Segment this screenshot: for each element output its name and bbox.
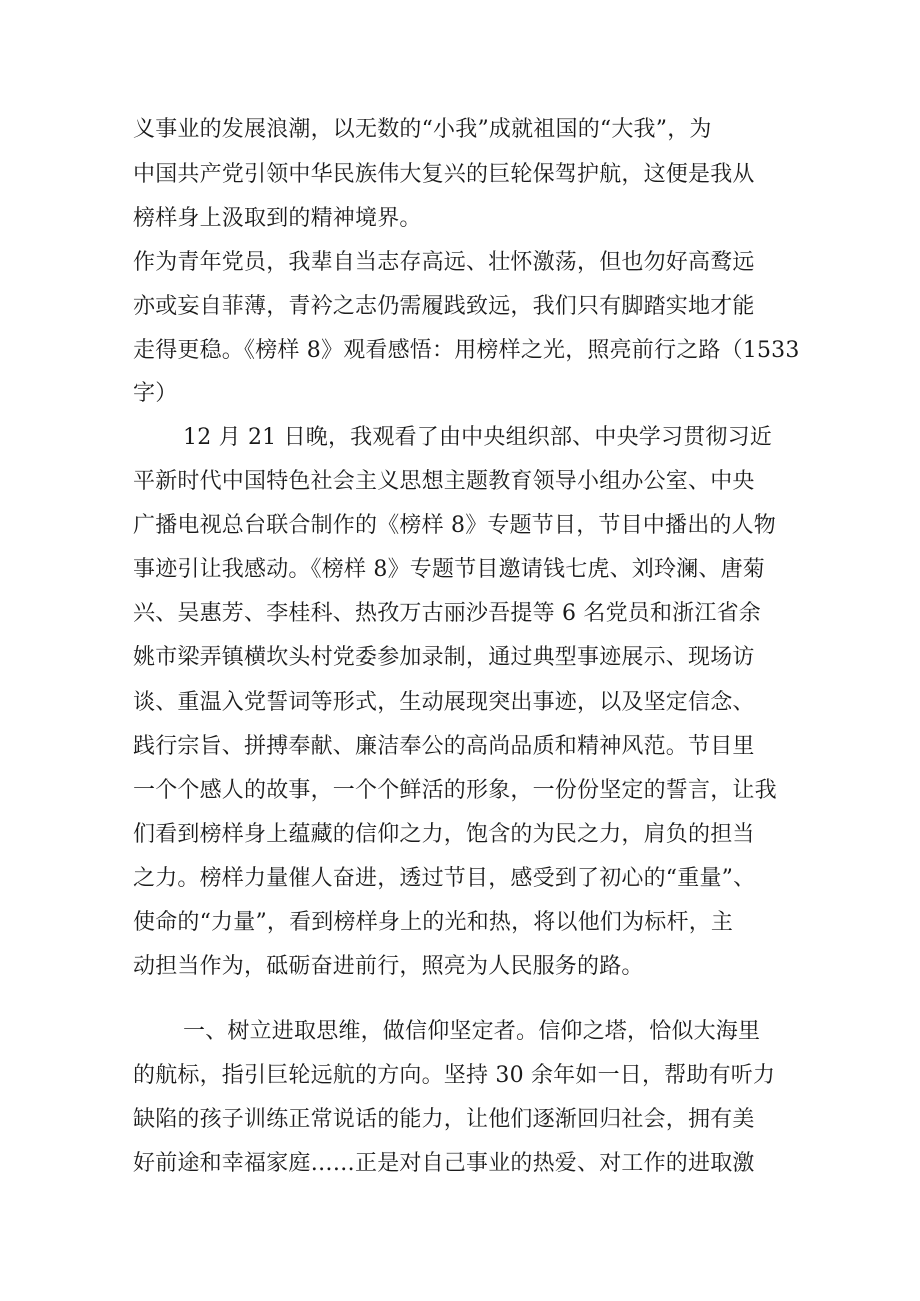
text-line: 亦或妄自菲薄，青衿之志仍需履践致远，我们只有脚踏实地才能 [133, 294, 755, 319]
text-line: 字） [133, 381, 178, 406]
text-line: 平新时代中国特色社会主义思想主题教育领导小组办公室、中央 [133, 469, 755, 494]
paragraph-start-line: 12 月 21 日晚，我观看了由中央组织部、中央学习贯彻习近 [183, 425, 772, 450]
text-line: 缺陷的孩子训练正常说话的能力，让他们逐渐回归社会，拥有美 [133, 1107, 755, 1132]
text-line: 义事业的发展浪潮，以无数的“小我”成就祖国的“大我”，为 [133, 117, 712, 142]
paragraph-start-line: 一、树立进取思维，做信仰坚定者。信仰之塔，恰似大海里 [183, 1019, 761, 1044]
text-line: 们看到榜样身上蕴藏的信仰之力，饱含的为民之力，肩负的担当 [133, 822, 755, 847]
text-line: 中国共产党引领中华民族伟大复兴的巨轮保驾护航，这便是我从 [133, 162, 755, 187]
text-line: 好前途和幸福家庭……正是对自己事业的热爱、对工作的进取激 [133, 1151, 755, 1176]
text-line: 一个个感人的故事，一个个鲜活的形象，一份份坚定的誓言，让我 [133, 778, 777, 803]
text-line: 使命的“力量”，看到榜样身上的光和热，将以他们为标杆，主 [133, 910, 734, 935]
text-line: 广播电视总台联合制作的《榜样 8》专题节目，节目中播出的人物 [133, 513, 776, 538]
text-line: 榜样身上汲取到的精神境界。 [133, 206, 422, 231]
text-line: 姚市梁弄镇横坎头村党委参加录制，通过典型事迹展示、现场访 [133, 645, 755, 670]
text-line: 事迹引让我感动。《榜样 8》专题节目邀请钱七虎、刘玲澜、唐菊 [133, 557, 765, 582]
text-line: 兴、吴惠芳、李桂科、热孜万古丽沙吾提等 6 名党员和浙江省余 [133, 601, 761, 626]
text-line: 谈、重温入党誓词等形式，生动展现突出事迹，以及坚定信念、 [133, 690, 755, 715]
text-line: 的航标，指引巨轮远航的方向。坚持 30 余年如一日，帮助有听力 [133, 1063, 776, 1088]
text-line: 走得更稳。《榜样 8》观看感悟：用榜样之光，照亮前行之路（1533 [133, 338, 800, 363]
text-line: 践行宗旨、拼搏奉献、廉洁奉公的高尚品质和精神风范。节目里 [133, 734, 755, 759]
text-line: 之力。榜样力量催人奋进，透过节目，感受到了初心的“重量”、 [133, 866, 756, 891]
text-line: 动担当作为，砥砺奋进前行，照亮为人民服务的路。 [133, 954, 644, 979]
text-line: 作为青年党员，我辈自当志存高远、壮怀激荡，但也勿好高鹜远 [133, 250, 755, 275]
